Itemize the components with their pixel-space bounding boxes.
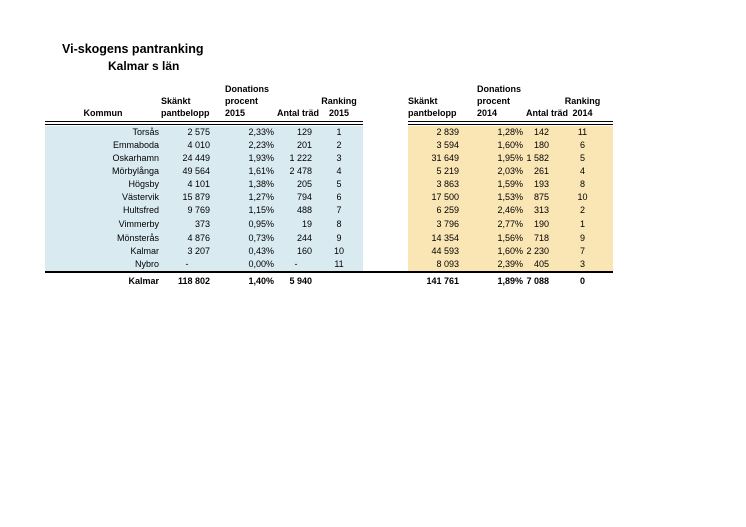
cell-l-belopp: 49 564 bbox=[161, 165, 213, 178]
cell-kommun: Mönsterås bbox=[45, 232, 161, 245]
cell-r-rank: 11 bbox=[552, 126, 613, 139]
cell-l-belopp: 2 575 bbox=[161, 126, 213, 139]
header-ranking-left: Ranking bbox=[321, 96, 357, 106]
spacer-cell bbox=[363, 258, 408, 271]
cell-r-belopp: 2 839 bbox=[408, 126, 462, 139]
cell-r-procent: 1,56% bbox=[462, 232, 526, 245]
spacer-cell bbox=[363, 232, 408, 245]
cell-r-trad: 875 bbox=[526, 191, 552, 204]
header-procent-left: procent bbox=[225, 96, 259, 106]
cell-r-procent: 1,53% bbox=[462, 191, 526, 204]
cell-l-procent: 1,38% bbox=[213, 178, 277, 191]
cell-l-rank: 10 bbox=[315, 245, 363, 258]
cell-l-procent: 0,00% bbox=[213, 258, 277, 271]
cell-l-rank: 9 bbox=[315, 232, 363, 245]
cell-r-procent: 2,77% bbox=[462, 217, 526, 232]
cell-l-trad: 201 bbox=[277, 139, 315, 152]
cell-r-procent: 1,95% bbox=[462, 152, 526, 165]
header-kommun: Kommun bbox=[83, 108, 123, 118]
cell-l-rank: 4 bbox=[315, 165, 363, 178]
cell-l-belopp: - bbox=[161, 258, 213, 271]
table-row bbox=[45, 178, 613, 191]
cell-l-trad: 488 bbox=[277, 204, 315, 217]
total-l-belopp: 118 802 bbox=[177, 276, 210, 286]
table-row bbox=[45, 165, 613, 178]
cell-r-belopp: 44 593 bbox=[408, 245, 462, 258]
cell-l-trad: 794 bbox=[277, 191, 315, 204]
header-pantbelopp-right: pantbelopp bbox=[408, 108, 457, 118]
cell-r-rank: 2 bbox=[552, 204, 613, 217]
header-donations-left: Donations bbox=[225, 84, 269, 94]
table-row bbox=[45, 245, 613, 258]
cell-l-procent: 1,61% bbox=[213, 165, 277, 178]
header-antal-trad-right: Antal träd bbox=[526, 108, 569, 118]
cell-l-belopp: 4 101 bbox=[161, 178, 213, 191]
total-r-trad: 7 088 bbox=[526, 276, 549, 286]
spacer-cell bbox=[363, 139, 408, 152]
cell-l-trad: 1 222 bbox=[277, 152, 315, 165]
cell-r-trad: 261 bbox=[526, 165, 552, 178]
table-row bbox=[45, 232, 613, 245]
cell-kommun: Oskarhamn bbox=[45, 152, 161, 165]
header-antal-trad-left: Antal träd bbox=[277, 108, 320, 118]
cell-kommun: Vimmerby bbox=[45, 217, 161, 232]
cell-l-trad: 2 478 bbox=[277, 165, 315, 178]
cell-l-rank: 7 bbox=[315, 204, 363, 217]
cell-l-rank: 6 bbox=[315, 191, 363, 204]
cell-l-belopp: 373 bbox=[161, 217, 213, 232]
table-body bbox=[45, 126, 613, 271]
cell-l-procent: 1,93% bbox=[213, 152, 277, 165]
cell-l-procent: 1,15% bbox=[213, 204, 277, 217]
spacer-cell bbox=[363, 152, 408, 165]
cell-r-belopp: 3 796 bbox=[408, 217, 462, 232]
cell-r-trad: 2 230 bbox=[526, 245, 552, 258]
total-kommun: Kalmar bbox=[128, 276, 159, 286]
cell-r-trad: 142 bbox=[526, 126, 552, 139]
cell-r-belopp: 17 500 bbox=[408, 191, 462, 204]
header-year-procent-left: 2015 bbox=[225, 108, 246, 118]
cell-l-procent: 1,27% bbox=[213, 191, 277, 204]
cell-r-rank: 1 bbox=[552, 217, 613, 232]
table-row bbox=[45, 191, 613, 204]
cell-r-belopp: 6 259 bbox=[408, 204, 462, 217]
total-row bbox=[45, 275, 613, 288]
header-double-rule-right bbox=[408, 121, 613, 125]
cell-l-rank: 2 bbox=[315, 139, 363, 152]
cell-l-belopp: 15 879 bbox=[161, 191, 213, 204]
cell-r-belopp: 5 219 bbox=[408, 165, 462, 178]
cell-l-trad: 244 bbox=[277, 232, 315, 245]
total-l-rank bbox=[315, 275, 363, 288]
cell-l-procent: 2,33% bbox=[213, 126, 277, 139]
cell-r-procent: 1,60% bbox=[462, 139, 526, 152]
cell-r-rank: 4 bbox=[552, 165, 613, 178]
total-gap bbox=[363, 275, 408, 288]
table-row bbox=[45, 258, 613, 271]
header-skankt-right: Skänkt bbox=[408, 96, 438, 106]
cell-kommun: Hultsfred bbox=[45, 204, 161, 217]
header-donations-right: Donations bbox=[477, 84, 521, 94]
spacer-cell bbox=[363, 178, 408, 191]
header-pantbelopp-left: pantbelopp bbox=[161, 108, 210, 118]
header-year-ranking-right: 2014 bbox=[572, 108, 593, 118]
page-title: Vi-skogens pantranking bbox=[62, 42, 204, 56]
table-header bbox=[45, 83, 613, 119]
header-double-rule-left bbox=[45, 121, 363, 125]
cell-r-belopp: 3 863 bbox=[408, 178, 462, 191]
table-row bbox=[45, 126, 613, 139]
cell-r-procent: 1,59% bbox=[462, 178, 526, 191]
cell-r-rank: 6 bbox=[552, 139, 613, 152]
total-rule bbox=[45, 271, 613, 273]
cell-r-procent: 2,46% bbox=[462, 204, 526, 217]
cell-r-trad: 405 bbox=[526, 258, 552, 271]
cell-l-belopp: 24 449 bbox=[161, 152, 213, 165]
cell-l-belopp: 4 010 bbox=[161, 139, 213, 152]
cell-l-trad: 19 bbox=[277, 217, 315, 232]
cell-r-procent: 2,39% bbox=[462, 258, 526, 271]
cell-kommun: Nybro bbox=[45, 258, 161, 271]
cell-r-procent: 1,28% bbox=[462, 126, 526, 139]
spacer-cell bbox=[363, 165, 408, 178]
cell-r-rank: 9 bbox=[552, 232, 613, 245]
total-l-procent: 1,40% bbox=[248, 276, 274, 286]
cell-r-rank: 8 bbox=[552, 178, 613, 191]
spacer-cell bbox=[363, 217, 408, 232]
cell-r-belopp: 14 354 bbox=[408, 232, 462, 245]
total-l-trad: 5 940 bbox=[289, 276, 312, 286]
cell-r-trad: 193 bbox=[526, 178, 552, 191]
cell-l-trad: 205 bbox=[277, 178, 315, 191]
cell-r-trad: 718 bbox=[526, 232, 552, 245]
cell-l-rank: 11 bbox=[315, 258, 363, 271]
cell-l-belopp: 9 769 bbox=[161, 204, 213, 217]
cell-r-trad: 190 bbox=[526, 217, 552, 232]
header-ranking-right: Ranking bbox=[564, 96, 601, 106]
cell-l-belopp: 4 876 bbox=[161, 232, 213, 245]
cell-r-rank: 5 bbox=[552, 152, 613, 165]
table-row bbox=[45, 139, 613, 152]
header-procent-right: procent bbox=[477, 96, 511, 106]
cell-r-rank: 7 bbox=[552, 245, 613, 258]
table-row bbox=[45, 217, 613, 232]
cell-r-rank: 3 bbox=[552, 258, 613, 271]
cell-kommun: Västervik bbox=[45, 191, 161, 204]
cell-kommun: Emmaboda bbox=[45, 139, 161, 152]
spacer-cell bbox=[363, 191, 408, 204]
spacer-cell bbox=[363, 204, 408, 217]
page-subtitle: Kalmar s län bbox=[108, 59, 180, 73]
spacer-cell bbox=[363, 126, 408, 139]
cell-kommun: Torsås bbox=[45, 126, 161, 139]
cell-r-trad: 313 bbox=[526, 204, 552, 217]
cell-kommun: Kalmar bbox=[45, 245, 161, 258]
spacer-cell bbox=[363, 245, 408, 258]
table-row bbox=[45, 204, 613, 217]
header-year-procent-right: 2014 bbox=[477, 108, 498, 118]
cell-r-trad: 180 bbox=[526, 139, 552, 152]
table-row bbox=[45, 152, 613, 165]
cell-l-trad: 160 bbox=[277, 245, 315, 258]
cell-kommun: Högsby bbox=[45, 178, 161, 191]
cell-r-rank: 10 bbox=[552, 191, 613, 204]
cell-l-procent: 0,43% bbox=[213, 245, 277, 258]
cell-l-rank: 3 bbox=[315, 152, 363, 165]
cell-l-procent: 0,95% bbox=[213, 217, 277, 232]
total-r-procent: 1,89% bbox=[497, 276, 523, 286]
cell-l-trad: 129 bbox=[277, 126, 315, 139]
cell-l-rank: 5 bbox=[315, 178, 363, 191]
cell-l-belopp: 3 207 bbox=[161, 245, 213, 258]
header-skankt-left: Skänkt bbox=[161, 96, 191, 106]
cell-r-procent: 2,03% bbox=[462, 165, 526, 178]
cell-l-procent: 2,23% bbox=[213, 139, 277, 152]
total-r-rank: 0 bbox=[579, 276, 585, 286]
cell-r-belopp: 31 649 bbox=[408, 152, 462, 165]
cell-r-procent: 1,60% bbox=[462, 245, 526, 258]
header-year-ranking-left: 2015 bbox=[328, 108, 350, 118]
cell-l-rank: 8 bbox=[315, 217, 363, 232]
cell-kommun: Mörbylånga bbox=[45, 165, 161, 178]
cell-r-belopp: 3 594 bbox=[408, 139, 462, 152]
cell-l-rank: 1 bbox=[315, 126, 363, 139]
cell-r-belopp: 8 093 bbox=[408, 258, 462, 271]
cell-r-trad: 1 582 bbox=[526, 152, 552, 165]
total-r-belopp: 141 761 bbox=[426, 276, 459, 286]
cell-l-trad: - bbox=[277, 258, 315, 271]
cell-l-procent: 0,73% bbox=[213, 232, 277, 245]
